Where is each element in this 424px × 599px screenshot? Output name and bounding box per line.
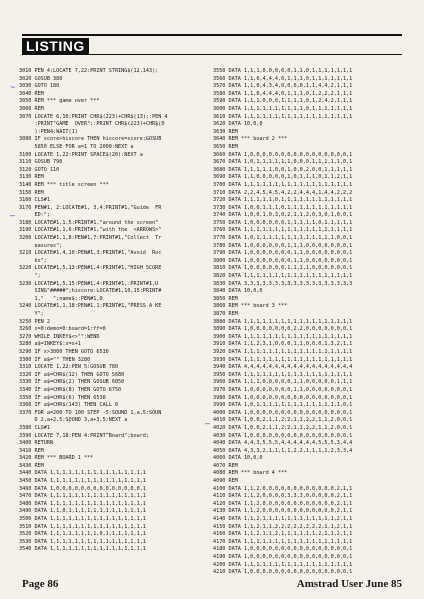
code-line: 3380 CLS#1 [19, 424, 50, 431]
code-line: 3290 IF x>3000 THEN GOTO 6530 [19, 348, 109, 355]
code-line: 4050 DATA 4,3,3,2,1,1,1,1,2,2,1,1,1,1,2,3,3,4 [213, 447, 353, 454]
pen-mark: – [205, 418, 211, 428]
code-line: 3700 DATA 1,1,1,1,1,1,1,1,1,1,1,1,1,1,1,1,1,1 [213, 181, 353, 188]
code-line: ):PEN4:WAIT(1) [19, 128, 78, 135]
page-number: Page 86 [22, 578, 59, 590]
code-line: 3400 RETURN [19, 440, 54, 447]
code-line: 3500 DATA 1,1,1,1,1,1,1,1,1,1,1,1,1,1,1,1 [19, 516, 146, 523]
listing-column-right [213, 68, 393, 577]
code-line: 3240 LOCATE#1,1,18:PEN#1,1:PRINT#1,"PRESS A KE [19, 303, 162, 310]
code-line: 3930 DATA 1,1,1,1,1,1,1,1,1,1,1,1,1,1,1,1,1,1 [213, 356, 353, 363]
code-line: 4090 REM [213, 478, 238, 485]
code-line: 3900 DATA 1,1,1,1,1,1,1,1,1,1,1,1,1,1,1,1,1,1 [213, 333, 353, 340]
code-line: 3890 DATA 1,0,0,0,0,0,0,0,2,2,0,0,0,0,0,0,0,1 [213, 326, 353, 333]
listing-header [22, 34, 402, 56]
header-rule [22, 54, 402, 55]
code-line: 3780 DATA 1,0,0,0,0,0,0,1,1,1,0,0,0,0,0,0,0,1 [213, 242, 353, 249]
code-line: 3360 IF a$=CHR$(143) THEN CALL 0 [19, 402, 119, 409]
code-line: 3980 DATA 1,0,0,0,0,0,0,0,0,0,0,0,0,0,0,0,0,1 [213, 394, 353, 401]
code-line: 3820 DATA 1,1,1,1,1,1,1,1,1,1,1,1,1,1,1,1,1,1 [213, 273, 353, 280]
code-line: 3490 DATA 1,1,0,1,1,1,1,1,1,1,1,1,1,1,1,1 [19, 508, 146, 515]
code-line: 3760 DATA 1,1,1,1,1,1,1,1,1,1,1,1,1,1,1,1,1,1 [213, 227, 353, 234]
code-line: 3020 GOSUB 380 [19, 75, 63, 82]
code-line: 3130 REM [19, 174, 44, 181]
code-line: 3830 DATA 3,3,3,3,3,3,3,3,3,3,3,3,3,3,3,3,3,3 [213, 280, 353, 287]
code-line: 3190 LOCATE#1,1,6:PRINT#1,"with the <ARROWS>" [19, 227, 162, 234]
code-line: 3280 a$=INKEY$:x=x+1 [19, 341, 81, 348]
code-line: 3320 IF a$=CHR$(12) THEN GOTO 5680 [19, 371, 125, 378]
code-line: 3660 DATA 1,0,0,0,0,0,0,0,0,0,0,0,0,0,0,0,0,1 [213, 151, 353, 158]
listing-column-left [19, 68, 195, 554]
code-line: 3510 DATA 1,1,1,1,1,1,1,1,1,1,1,1,1,1,1,1 [19, 523, 146, 530]
code-line: ks"; [19, 257, 47, 264]
code-line: 3870 REM [213, 311, 238, 317]
code-line: 3770 DATA 1,0,1,1,1,1,1,1,1,1,1,1,1,1,1,0,0,1 [213, 235, 353, 242]
code-line: D 2,a+2,5:SOUND 3,a+3,5:NEXT a [19, 417, 128, 424]
code-line: 4010 DATA 1,0,0,2,1,1,2,2,1,1,2,2,1,1,2,0,0,1 [213, 417, 353, 424]
code-line: 3590 DATA 1,1,1,0,0,0,1,1,1,1,0,1,2,4,2,1,1,1 [213, 98, 353, 105]
code-line: 4040 DATA 4,4,3,5,5,5,4,4,4,4,4,4,5,5,5,3,4,4 [213, 440, 353, 447]
code-line: 3040 REM [19, 90, 44, 97]
code-line: 3670 DATA 1,0,1,1,1,1,1,1,0,0,0,1,1,1,1,1,0,1 [213, 159, 353, 166]
code-line: 3960 DATA 1,1,1,0,0,0,0,0,1,1,0,0,0,0,0,1,1,1 [213, 379, 353, 386]
code-line: 3180 LOCATE#1,1,5:PRINT#1,"around the screen" [19, 219, 159, 226]
code-line: 3560 DATA 1,1,0,4,4,4,0,1,1,1,0,1,1,1,1,1,1,1 [213, 75, 353, 82]
code-line: 3330 IF a$=CHR$(2) THEN GOSUB 6050 [19, 379, 125, 386]
code-line: easures"; [19, 242, 63, 249]
code-line: 4070 REM [213, 462, 238, 469]
code-line: 3620 DATA 10,0,0 [213, 121, 263, 128]
code-line: 4110 DATA 1,1,2,0,0,0,0,3,3,3,0,0,0,0,0,2,1,1 [213, 493, 353, 500]
code-line: 3260 x=0:demo=0:board=1:ff=0 [19, 326, 106, 333]
code-line: 3940 DATA 4,4,4,4,4,4,4,4,4,4,4,4,4,4,4,4,4,4 [213, 364, 353, 371]
code-line: 3390 LOCATE 7,18:PEN 4:PRINT"Board";board; [19, 432, 149, 439]
code-line: 4140 DATA 1,1,2,1,1,1,1,1,1,1,1,1,1,1,1,2,1,1 [213, 516, 353, 523]
code-line: 3410 REM [19, 447, 44, 454]
code-line: 3640 REM *** board 2 *** [213, 136, 288, 143]
code-line: 3470 DATA 1,1,1,1,1,1,1,1,1,1,1,1,1,1,1,1 [19, 493, 146, 500]
code-line: 3740 DATA 1,0,0,1,0,3,0,2,1,1,2,0,3,0,1,0,0,1 [213, 212, 353, 219]
code-line: 3970 DATA 1,0,0,0,0,0,0,0,1,1,0,0,0,0,0,0,0,1 [213, 386, 353, 393]
code-line: 3920 DATA 1,1,1,1,1,1,1,1,1,1,1,1,1,1,1,1,1,1 [213, 348, 353, 355]
code-line: 3630 REM [213, 128, 238, 135]
code-line: ED:"; [19, 212, 50, 219]
code-line: 4100 DATA 1,1,2,0,0,0,0,0,0,0,0,0,0,0,0,2,1,1 [213, 485, 353, 492]
code-line: 4120 DATA 1,1,2,0,0,0,0,0,0,0,0,0,0,0,0,2,1,1 [213, 500, 353, 507]
code-line: 3310 LOCATE 1,22:PEN 5:GOSUB 780 [19, 364, 119, 371]
code-line: 4210 DATA 1,0,0,0,0,0,0,0,0,0,0,0,0,0,0,0,0,1 [213, 569, 353, 576]
magazine-issue: Amstrad User June 85 [296, 578, 402, 590]
code-line: 3350 IF a$=CHR$(6) THEN 6530 [19, 394, 106, 401]
code-line: 3340 IF a$=CHR$(8) THEN GOTO 6750 [19, 386, 122, 393]
section-title: LISTING [22, 38, 89, 54]
code-line: 3750 DATA 1,0,0,0,0,0,0,1,1,1,1,1,0,1,1,1,1,1 [213, 219, 353, 226]
code-line: 3120 GOTO 110 [19, 166, 60, 173]
code-line: 5850 ELSE FOR a=1 TO 2000:NEXT a [19, 143, 134, 150]
code-line: 3370 FOR a=200 TO 100 STEP -5:SOUND 1,a,5:SOUN [19, 409, 162, 416]
code-line: 3150 REM [19, 189, 44, 196]
code-line: 3550 DATA 1,1,1,0,0,0,0,0,1,1,0,1,1,1,1,1,1,1 [213, 68, 353, 74]
code-line: 1," ";name$;:PEN#1,0 [19, 295, 103, 302]
code-line: Y"; [19, 311, 44, 317]
code-line: 4060 DATA 10,0,0 [213, 455, 263, 462]
pen-mark: ~ [10, 82, 16, 92]
code-line: 4020 DATA 1,0,0,2,1,1,2,2,1,1,2,2,1,1,2,0,0,1 [213, 424, 353, 431]
code-line: 3030 GOTO 180 [19, 83, 60, 90]
code-line: 3880 DATA 1,1,1,1,1,1,1,1,1,1,1,1,1,1,1,1,1,1 [213, 318, 353, 325]
code-line: 3810 DATA 1,0,0,0,0,0,0,1,1,1,1,0,0,0,0,0,0,1 [213, 265, 353, 272]
code-line: 3840 DATA 10,0,0 [213, 288, 263, 295]
code-line: 3440 DATA 1,1,1,1,1,1,1,1,1,1,1,1,1,1,1,1 [19, 470, 146, 477]
code-line: 3230 LOCATE#1,5,15:PEN#1,4:PRINT#1,:PRINT#1,U [19, 280, 159, 287]
code-line: 3300 IF a$="" THEN 3280 [19, 356, 91, 363]
code-line: 3990 DATA 1,0,1,1,1,1,1,1,1,1,1,1,1,1,1,1,0,1 [213, 402, 353, 409]
code-line: 3650 REM [213, 143, 238, 150]
code-line: 3210 LOCATE#1,4,10:PEN#1,3:PRINT#1,"Avoid Roc [19, 250, 162, 257]
code-line: 4170 DATA 1,1,1,1,1,1,1,1,1,1,1,1,1,1,1,1,1,1 [213, 538, 353, 545]
code-line: 3790 DATA 1,0,0,0,0,0,0,0,1,1,0,0,0,0,0,0,0,1 [213, 250, 353, 257]
code-line: 3050 REM *** game over *** [19, 98, 100, 105]
code-line: 3450 DATA 1,1,1,1,1,1,1,1,1,1,1,1,1,1,1,1 [19, 478, 146, 485]
code-line: 3690 DATA 1,1,0,0,0,0,0,1,0,1,1,1,0,1,1,2,1,1 [213, 174, 353, 181]
code-line: 3250 PEN 2 [19, 318, 50, 325]
code-line: 3910 DATA 1,1,2,3,1,0,0,0,1,1,0,0,0,1,3,2,1,1 [213, 341, 353, 348]
code-line: 3430 REM [19, 462, 44, 469]
code-line: 3950 DATA 1,1,1,1,1,1,1,1,1,1,1,1,1,1,1,1,1,1 [213, 371, 353, 378]
code-line: 4030 DATA 1,0,0,0,0,0,0,0,0,0,0,0,0,0,0,0,0,1 [213, 432, 353, 439]
code-line: 4080 REM *** board 4 *** [213, 470, 288, 477]
code-line: 3710 DATA 2,2,4,5,4,5,4,2,2,4,4,4,1,4,4,2,2,2 [213, 189, 353, 196]
code-line: 3530 DATA 1,1,1,1,1,1,1,1,1,1,1,1,1,1,1,1 [19, 538, 146, 545]
code-line: 3070 LOCATE 6,10:PRINT CHR$(223)+CHR$(13);:PEN 4 [19, 113, 168, 120]
code-line: 3420 REM *** BOARD 1 *** [19, 455, 94, 462]
code-line: 3680 DATA 1,1,1,1,1,0,0,1,0,0,2,0,0,1,1,1,1,1 [213, 166, 353, 173]
code-line: 3540 DATA 1,1,1,1,1,1,1,1,1,1,1,1,1,1,1,1 [19, 546, 146, 553]
code-line: 3220 LOCATE#1,5,13:PEN#1,4:PRINT#1,"HIGH SCORE [19, 265, 162, 272]
code-line: "; [19, 273, 41, 280]
code-line: 3170 PEN#1, 2:LOCATE#1, 3,4:PRINT#1,"Guide FR [19, 204, 162, 211]
code-line: 3580 DATA 1,1,0,4,4,4,0,1,1,1,0,1,2,2,2,1,1,1 [213, 90, 353, 97]
code-line: 4130 DATA 1,1,2,0,0,0,0,0,0,0,0,0,0,0,0,2,1,1 [213, 508, 353, 515]
code-line: 3850 REM [213, 295, 238, 302]
code-line: 4150 DATA 1,1,2,1,1,2,2,2,2,2,2,2,2,1,1,2,1,1 [213, 523, 353, 530]
page-footer [22, 578, 402, 592]
header-top-rule [22, 34, 402, 36]
code-line: 3100 LOCATE 1,22:PRINT SPACE$(20):NEXT a [19, 151, 143, 158]
code-line: 3520 DATA 1,1,1,1,1,1,1,1,0,1,1,1,1,1,1,1 [19, 531, 146, 538]
code-line: 3570 DATA 1,1,0,4,3,4,0,0,0,0,1,1,4,4,2,1,1,1 [213, 83, 353, 90]
code-line: 3720 DATA 1,1,1,1,1,0,1,1,1,1,1,1,1,1,1,1,1,1 [213, 197, 353, 204]
code-line: 3800 DATA 1,0,0,0,0,0,0,0,1,1,0,0,0,0,0,0,0,1 [213, 257, 353, 264]
code-line: 3140 REM *** title screen *** [19, 181, 109, 188]
code-line: SING"#####";hiscore:LOCATE#1,10,15:PRINT# [19, 288, 162, 295]
code-line: 4190 DATA 1,0,0,0,0,0,0,0,0,0,0,0,0,0,0,0,0,1 [213, 554, 353, 560]
code-line: 4180 DATA 1,0,0,0,0,0,0,0,0,0,0,0,0,0,0,0,0,1 [213, 546, 353, 553]
code-line: 3610 DATA 1,1,1,1,1,1,1,1,1,1,1,1,1,1,1,1,1,1 [213, 113, 353, 120]
code-line: 4000 DATA 1,0,0,0,0,0,0,0,0,0,0,0,0,0,0,0,0,1 [213, 409, 353, 416]
code-line: 3860 REM *** board 3 *** [213, 303, 288, 310]
code-line: :PRINT"GAME OVER";:PRINT CHR$(223)+CHR$(0 [19, 121, 165, 128]
code-line: 3480 DATA 1,1,1,1,1,1,1,1,1,1,1,1,1,1,1,1 [19, 500, 146, 507]
code-line: 3460 DATA 1,0,0,0,0,0,0,0,0,0,0,0,0,0,0,1 [19, 485, 146, 492]
code-line: 3730 DATA 1,0,0,1,1,1,0,1,1,1,1,1,1,1,1,1,1,1 [213, 204, 353, 211]
code-line: 3010 PEN 4:LOCATE 7,22:PRINT STRING$(12,143); [19, 68, 159, 74]
code-line: 3270 WHILE INKEY$<>"":WEND [19, 333, 100, 340]
code-line: 3160 CLS#1 [19, 197, 50, 204]
code-line: 3080 IF score>hiscore THEN hiscore=score:GOSUB [19, 136, 162, 143]
code-line: 3200 LOCATE#1,1,8:PEN#1,7:PRINT#1,"Collect Tr [19, 235, 162, 242]
code-line: 3600 DATA 1,1,1,1,1,1,1,1,1,1,0,1,1,1,1,1,1,1 [213, 105, 353, 112]
code-line: 3110 GOSUB 790 [19, 159, 63, 166]
pen-mark: – [10, 210, 16, 220]
code-line: 3060 REM [19, 105, 44, 112]
code-line: 4200 DATA 1,1,1,1,1,1,1,1,1,1,1,1,1,1,1,1,1,1 [213, 561, 353, 568]
code-line: 4160 DATA 1,1,2,1,1,2,1,1,1,1,1,1,2,1,1,2,1,1 [213, 531, 353, 538]
